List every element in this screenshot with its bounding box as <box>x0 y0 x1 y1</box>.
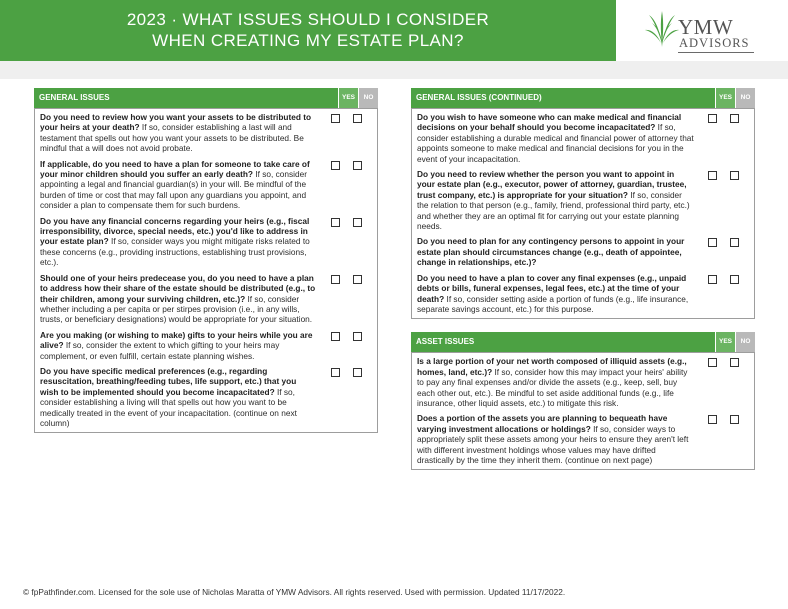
general-issues-header <box>34 88 378 108</box>
general-issues-continued-list <box>411 108 755 319</box>
question-detail: If so, consider ways to appropriately split these assets among your heirs to ensure they aren't left with different investment holdings whose values may have drifted drastically by the time they inherit them. (continue on next page) <box>417 423 689 465</box>
question-detail: If so, consider appointing a legal and financial guardian(s) in your will. Be mindful of the burden of time or cost that may fall upon any guardians you appoint, and consider a plan to compensate them for such burdens. <box>40 169 307 211</box>
section-title: ASSET ISSUES <box>411 332 715 352</box>
yes-checkbox[interactable] <box>331 368 340 377</box>
yes-checkbox[interactable] <box>708 275 717 284</box>
question-bold: Does a portion of the assets you are planning to bequeath have varying investment allocations or holdings? <box>417 413 668 434</box>
checklist-item <box>35 366 377 428</box>
yes-checkbox[interactable] <box>331 218 340 227</box>
no-column-label: NO <box>359 88 378 108</box>
no-checkbox[interactable] <box>730 415 739 424</box>
no-checkbox[interactable] <box>730 275 739 284</box>
left-column <box>34 88 378 433</box>
checklist-item <box>412 169 754 231</box>
yes-checkbox[interactable] <box>331 114 340 123</box>
question-text <box>412 169 694 231</box>
yes-column-label: YES <box>716 88 735 108</box>
no-checkbox[interactable] <box>353 161 362 170</box>
section-title: GENERAL ISSUES (CONTINUED) <box>411 88 715 108</box>
logo-subtitle: ADVISORS <box>679 36 750 50</box>
leaf-icon <box>644 7 680 51</box>
question-bold: Do you have any financial concerns regarding your heirs (e.g., fiscal irresponsibility, divorce, special needs, etc.) you'd like to address in your estate plan? <box>40 215 310 247</box>
no-checkbox[interactable] <box>730 114 739 123</box>
page-title-line-1: 2023 · WHAT ISSUES SHOULD I CONSIDER <box>126 10 490 29</box>
no-checkbox[interactable] <box>730 171 739 180</box>
checklist-item <box>35 216 377 268</box>
no-checkbox[interactable] <box>353 114 362 123</box>
checklist-item <box>412 356 754 408</box>
question-bold: If applicable, do you need to have a plan for someone to take care of your minor children should you suffer an early death? <box>40 158 310 180</box>
no-checkbox[interactable] <box>353 368 362 377</box>
yes-column-label: YES <box>716 332 735 352</box>
question-bold: Do you need to plan for any contingency persons to appoint in your estate plan should circumstances change (e.g., death of appointee, change in relationships, etc.)? <box>417 236 685 268</box>
question-text <box>412 236 694 267</box>
checklist-item <box>35 273 377 325</box>
question-text <box>412 356 694 408</box>
no-checkbox[interactable] <box>730 238 739 247</box>
checklist-item <box>35 112 377 154</box>
yes-checkbox[interactable] <box>708 415 717 424</box>
question-bold: Do you have specific medical preferences (e.g., regarding resuscitation, breathing/feeding tubes, life support, etc.) that you wish to be implemented should you become incapacitated? <box>40 365 297 397</box>
question-text <box>412 273 694 315</box>
yes-checkbox[interactable] <box>331 332 340 341</box>
question-bold: Do you wish to have someone who can make medical and financial decisions on your behalf should you become incapacitated? <box>417 112 682 133</box>
question-text <box>412 112 694 164</box>
checklist-item <box>412 273 754 315</box>
question-detail: If so, consider whether including a per capita or per stirpes provision (i.e., in any wills, trusts, or beneficiary designations) would be appropriate for your situation. <box>40 293 313 325</box>
general-issues-list <box>34 108 378 433</box>
question-bold: Do you need to review whether the person you want to appoint in your estate plan (e.g., executor, power of attorney, guardian, trustee, trust company, etc.) is appropriate for your situation? <box>417 169 687 200</box>
question-text <box>35 159 317 211</box>
question-detail: If so, consider establishing a last will and testament that spells out how you want your assets to be distributed. Be mindful that a will does not avoid probate. <box>40 122 304 154</box>
yes-checkbox[interactable] <box>708 358 717 367</box>
logo-underline <box>678 52 754 53</box>
question-detail: If so, consider the extent to which gifting to your heirs may complement, or even fulfill, certain estate planning wishes. <box>40 340 280 361</box>
copyright-footer: © fpPathfinder.com. Licensed for the sole use of Nicholas Maratta of YMW Advisors. All rights reserved. Used with permission. Updated 11/17/2022. <box>23 587 566 597</box>
page-title-line-2: WHEN CREATING MY ESTATE PLAN? <box>152 31 464 50</box>
right-column <box>411 88 755 470</box>
question-detail: If so, consider ways you might mitigate risks related to these concerns (e.g., providing instructions, establishing trust provisions, etc.). <box>40 236 310 268</box>
no-checkbox[interactable] <box>730 358 739 367</box>
asset-issues-list <box>411 352 755 470</box>
logo-name: YMW <box>678 15 734 39</box>
no-checkbox[interactable] <box>353 332 362 341</box>
yes-checkbox[interactable] <box>708 171 717 180</box>
checklist-item <box>412 413 754 465</box>
checklist-item <box>412 236 754 267</box>
no-column-label: NO <box>736 88 755 108</box>
question-text <box>35 273 317 325</box>
yes-checkbox[interactable] <box>708 114 717 123</box>
question-bold: Do you need to review how you want your assets to be distributed to your heirs at your death? <box>40 112 312 133</box>
yes-column-label: YES <box>339 88 358 108</box>
header-band <box>0 61 788 79</box>
checklist-item <box>35 330 377 361</box>
section-title: GENERAL ISSUES <box>34 88 338 108</box>
question-detail: If so, consider the relation to that person (e.g., family, friend, professional third party, etc.) and whether they are an optimal fit for carrying out your estate planning needs. <box>417 189 690 232</box>
yes-checkbox[interactable] <box>331 275 340 284</box>
question-bold: Is a large portion of your net worth composed of illiquid assets (e.g., homes, land, etc.)? <box>417 356 687 377</box>
question-bold: Should one of your heirs predecease you, do you need to have a plan to address how their share of the estate should be distributed (e.g., to their children, among your surviving children, etc.)? <box>40 272 316 304</box>
general-issues-continued-header <box>411 88 755 108</box>
question-text <box>35 330 317 361</box>
yes-checkbox[interactable] <box>708 238 717 247</box>
checklist-item <box>35 159 377 211</box>
no-column-label: NO <box>736 332 755 352</box>
ymw-advisors-logo <box>636 5 776 55</box>
question-text <box>412 413 694 465</box>
no-checkbox[interactable] <box>353 275 362 284</box>
question-bold: Do you need to have a plan to cover any final expenses (e.g., unpaid debts or bills, funeral expenses, legal fees, etc.) at the time of your death? <box>417 272 687 304</box>
no-checkbox[interactable] <box>353 218 362 227</box>
question-text <box>35 366 317 428</box>
yes-checkbox[interactable] <box>331 161 340 170</box>
question-detail: If so, consider establishing a living will that spells out how you want to be medically treated in the event of your incapacitation. (continue on next column) <box>40 386 297 428</box>
page-header <box>0 0 616 61</box>
question-detail: If so, consider setting aside a portion of funds (e.g., life insurance, separate savings account, etc.) for this purpose. <box>417 293 689 314</box>
question-detail: If so, consider how this may impact your heirs' ability to pay any final expenses and/or divide the assets (e.g., keep, sell, buy each other out, etc.). Be mindful to set aside additional funds (e.g., life insurance, other liquid assets, etc.) to mitigate this risk. <box>417 366 688 408</box>
checklist-item <box>412 112 754 164</box>
question-text <box>35 216 317 268</box>
question-bold: Are you making (or wishing to make) gifts to your heirs while you are alive? <box>40 329 313 351</box>
question-detail: If so, consider establishing a durable medical and financial power of attorney that appoints someone to make medical and financial decisions for you in the event of your incapacitation. <box>417 122 694 164</box>
asset-issues-header <box>411 332 755 352</box>
question-text <box>35 112 317 154</box>
